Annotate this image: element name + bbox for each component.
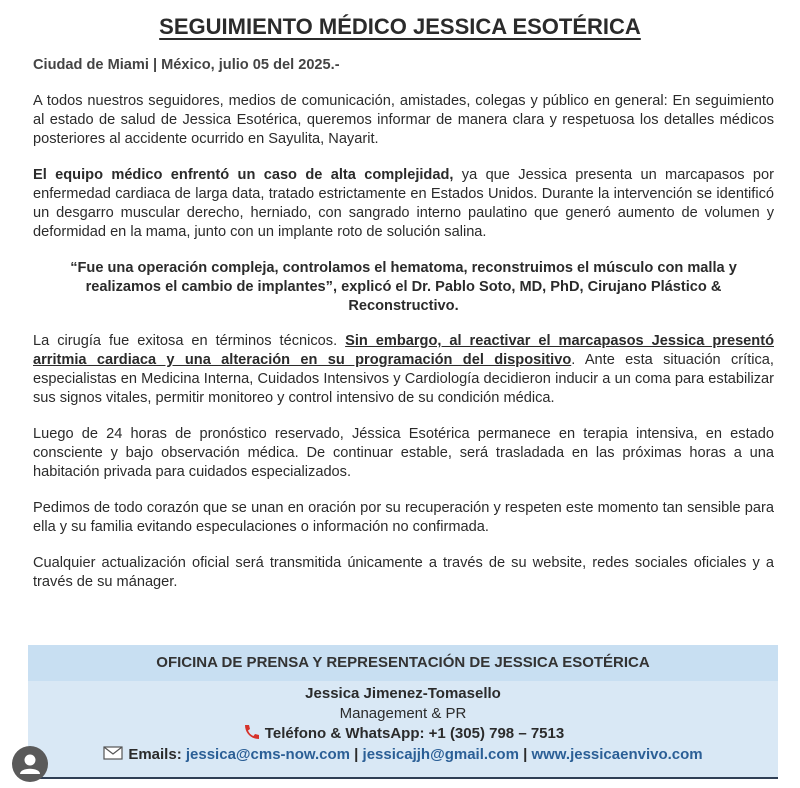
website-link[interactable]: www.jessicaenvivo.com — [531, 746, 703, 763]
paragraph-surgery: La cirugía fue exitosa en términos técnicos. Sin embargo, al reactivar el marcapasos Jessica presentó arritmia cardiaca y una alteración en su programación del dispositivo. Ante esta situación crítica, especialistas en Medicina Interna, Cuidados Intensivos y Cardiología decidieron inducir a un coma para estabilizar sus signos vitales, permitir monitoreo y control intensivo de su condición médica. — [33, 333, 774, 406]
user-avatar-icon[interactable] — [12, 746, 48, 782]
underlined-highlight: Sin embargo, al reactivar el marcapasos Jessica presentó arritmia cardiaca y una alteración en su programación del dispositivo — [33, 333, 774, 368]
contact-emails: Emails: jessica@cms-now.com | jessicajjh@gmail.com | www.jessicaenvivo.com — [28, 744, 778, 766]
doctor-quote: “Fue una operación compleja, controlamos el hematoma, reconstruimos el músculo con malla y realizamos el cambio de implantes”, explicó el Dr. Pablo Soto, MD, PhD, Cirujano Plástico & Reconstructivo. — [70, 260, 737, 314]
paragraph-request: Pedimos de todo corazón que se unan en oración por su recuperación y respeten este momento tan sensible para ella y su familia evitando especulaciones o información no confirmada. — [33, 500, 774, 535]
contact-name: Jessica Jimenez-Tomasello — [305, 685, 501, 702]
press-contact — [28, 681, 778, 766]
email-link-1[interactable]: jessica@cms-now.com — [185, 746, 350, 763]
bold-lead: El equipo médico enfrentó un caso de alta complejidad, — [33, 167, 454, 183]
press-header: OFICINA DE PRENSA Y REPRESENTACIÓN DE JESSICA ESOTÉRICA — [28, 645, 778, 681]
paragraph-medical-case: El equipo médico enfrentó un caso de alta complejidad, ya que Jessica presenta un marcapasos por enfermedad cardiaca de larga data, tratado estrictamente en Estados Unidos. Durante la intervención se identificó un desgarro muscular derecho, herniado, con sangrado interno paulatino que generó aumento de volumen y deformidad en la mama, junto con un implante roto de solución salina. — [33, 167, 774, 240]
document-body — [33, 56, 774, 609]
paragraph-updates: Cualquier actualización oficial será transmitida únicamente a través de su website, redes sociales oficiales y a través de su mánager. — [33, 555, 774, 590]
email-link-2[interactable]: jessicajjh@gmail.com — [362, 746, 519, 763]
envelope-icon — [103, 745, 123, 759]
contact-phone: Teléfono & WhatsApp: +1 (305) 798 – 7513 — [28, 723, 778, 744]
paragraph-intro: A todos nuestros seguidores, medios de comunicación, amistades, colegas y público en general: En seguimiento al estado de salud de Jessica Esotérica, queremos informar de manera clara y respetuosa los detalles médicos posteriores al accidente ocurrido en Sayulita, Nayarit. — [33, 93, 774, 147]
paragraph-status: Luego de 24 horas de pronóstico reservado, Jéssica Esotérica permanece en terapia intensiva, en estado consciente y bajo observación médica. De continuar estable, será trasladada en las próximas horas a una habitación privada para cuidados especializados. — [33, 426, 774, 480]
press-office-box — [28, 645, 778, 779]
contact-role: Management & PR — [339, 705, 467, 722]
phone-icon — [242, 724, 260, 740]
dateline: Ciudad de Miami | México, julio 05 del 2025.- — [33, 57, 340, 73]
document-title: SEGUIMIENTO MÉDICO JESSICA ESOTÉRICA — [159, 14, 641, 39]
